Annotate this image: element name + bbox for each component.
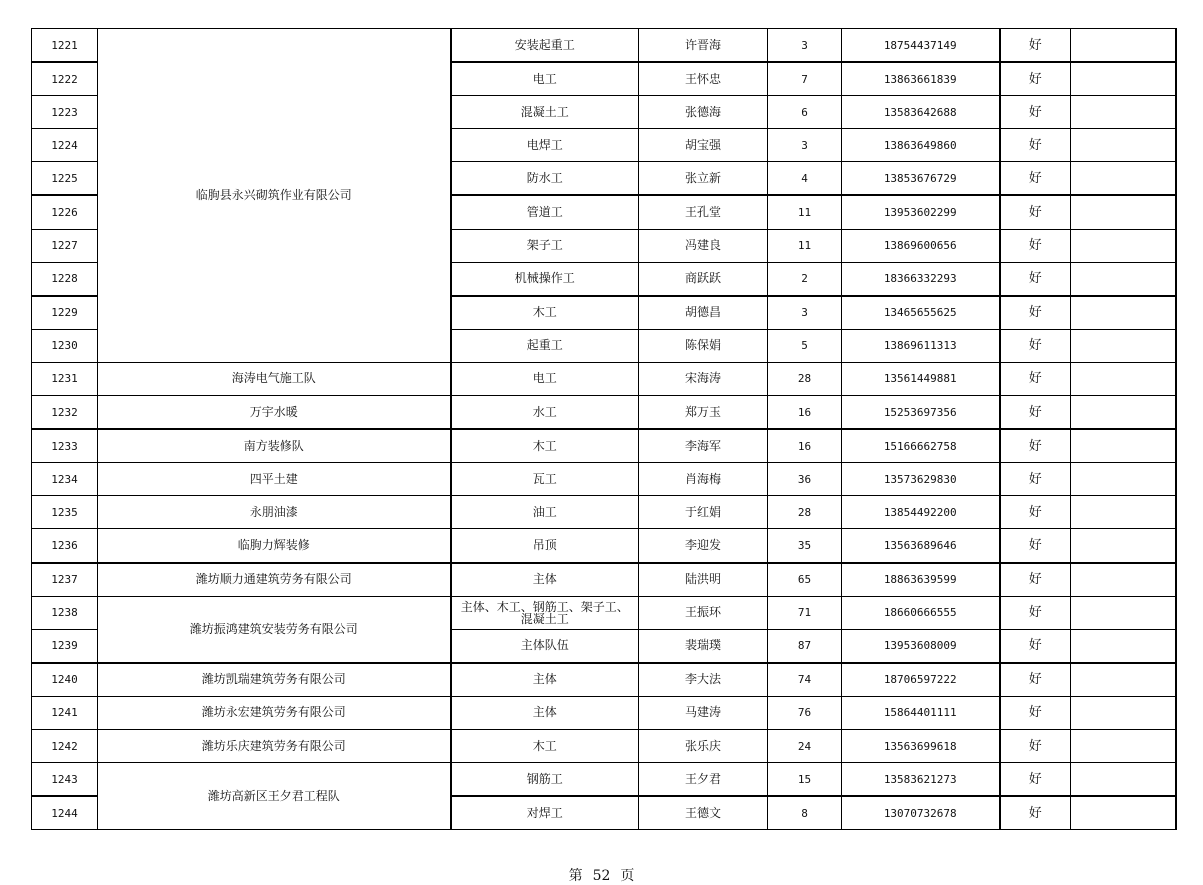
count-cell: 7 xyxy=(768,62,842,96)
row-number-cell: 1224 xyxy=(32,129,98,162)
table-row xyxy=(32,763,1176,797)
note-cell xyxy=(1071,463,1176,496)
trade-cell: 油工 xyxy=(451,496,639,529)
count-cell: 28 xyxy=(768,496,842,529)
row-number-cell: 1232 xyxy=(32,396,98,430)
note-cell xyxy=(1071,195,1176,229)
count-cell: 16 xyxy=(768,396,842,430)
phone-cell: 13561449881 xyxy=(842,362,1000,395)
row-number-cell: 1237 xyxy=(32,563,98,597)
table-row xyxy=(32,529,1176,563)
company-cell: 潍坊振鸿建筑安装劳务有限公司 xyxy=(98,596,451,663)
count-cell: 15 xyxy=(768,763,842,797)
note-cell xyxy=(1071,329,1176,362)
count-cell: 8 xyxy=(768,796,842,830)
company-cell: 海涛电气施工队 xyxy=(98,362,451,395)
row-number-cell: 1229 xyxy=(32,296,98,330)
trade-cell: 瓦工 xyxy=(451,463,639,496)
leader-cell: 王振环 xyxy=(639,596,768,629)
row-number-cell: 1240 xyxy=(32,663,98,697)
rating-cell: 好 xyxy=(1000,763,1071,797)
count-cell: 16 xyxy=(768,429,842,463)
trade-cell: 钢筋工 xyxy=(451,763,639,797)
row-number-cell: 1239 xyxy=(32,629,98,663)
row-number-cell: 1244 xyxy=(32,796,98,830)
phone-cell: 13953602299 xyxy=(842,195,1000,229)
phone-cell: 13563699618 xyxy=(842,729,1000,762)
row-number-cell: 1235 xyxy=(32,496,98,529)
trade-cell: 木工 xyxy=(451,729,639,762)
phone-cell: 13853676729 xyxy=(842,162,1000,196)
company-cell: 临朐县永兴砌筑作业有限公司 xyxy=(98,29,451,363)
count-cell: 76 xyxy=(768,696,842,729)
count-cell: 4 xyxy=(768,162,842,196)
phone-cell: 15864401111 xyxy=(842,696,1000,729)
row-number-cell: 1228 xyxy=(32,262,98,296)
rating-cell: 好 xyxy=(1000,329,1071,362)
trade-cell: 管道工 xyxy=(451,195,639,229)
rating-cell: 好 xyxy=(1000,463,1071,496)
note-cell xyxy=(1071,496,1176,529)
note-cell xyxy=(1071,129,1176,162)
leader-cell: 许晋海 xyxy=(639,29,768,63)
note-cell xyxy=(1071,696,1176,729)
trade-cell: 机械操作工 xyxy=(451,262,639,296)
note-cell xyxy=(1071,563,1176,597)
note-cell xyxy=(1071,763,1176,797)
row-number-cell: 1238 xyxy=(32,596,98,629)
phone-cell: 15166662758 xyxy=(842,429,1000,463)
page-prefix: 第 xyxy=(568,868,583,884)
row-number-cell: 1222 xyxy=(32,62,98,96)
leader-cell: 李海军 xyxy=(639,429,768,463)
table-row xyxy=(32,496,1176,529)
trade-cell: 木工 xyxy=(451,296,639,330)
rating-cell: 好 xyxy=(1000,563,1071,597)
leader-cell: 马建涛 xyxy=(639,696,768,729)
table-row xyxy=(32,463,1176,496)
page-number: 52 xyxy=(592,868,611,884)
row-number-cell: 1243 xyxy=(32,763,98,797)
rating-cell: 好 xyxy=(1000,596,1071,629)
note-cell xyxy=(1071,262,1176,296)
note-cell xyxy=(1071,596,1176,629)
rating-cell: 好 xyxy=(1000,796,1071,830)
leader-cell: 李大法 xyxy=(639,663,768,697)
leader-cell: 张立新 xyxy=(639,162,768,196)
row-number-cell: 1242 xyxy=(32,729,98,762)
leader-cell: 李迎发 xyxy=(639,529,768,563)
company-cell: 潍坊顺力通建筑劳务有限公司 xyxy=(98,563,451,597)
phone-cell: 13070732678 xyxy=(842,796,1000,830)
rating-cell: 好 xyxy=(1000,195,1071,229)
company-cell: 四平土建 xyxy=(98,463,451,496)
count-cell: 5 xyxy=(768,329,842,362)
row-number-cell: 1221 xyxy=(32,29,98,63)
leader-cell: 张德海 xyxy=(639,96,768,129)
rating-cell: 好 xyxy=(1000,696,1071,729)
leader-cell: 张乐庆 xyxy=(639,729,768,762)
phone-cell: 18754437149 xyxy=(842,29,1000,63)
leader-cell: 胡德昌 xyxy=(639,296,768,330)
row-number-cell: 1223 xyxy=(32,96,98,129)
trade-cell: 木工 xyxy=(451,429,639,463)
table-row xyxy=(32,563,1176,597)
phone-cell: 18660666555 xyxy=(842,596,1000,629)
count-cell: 3 xyxy=(768,296,842,330)
trade-cell: 混凝土工 xyxy=(451,96,639,129)
rating-cell: 好 xyxy=(1000,529,1071,563)
note-cell xyxy=(1071,62,1176,96)
count-cell: 3 xyxy=(768,129,842,162)
phone-cell: 13869600656 xyxy=(842,229,1000,262)
rating-cell: 好 xyxy=(1000,729,1071,762)
phone-cell: 18863639599 xyxy=(842,563,1000,597)
company-cell: 万宇水暖 xyxy=(98,396,451,430)
phone-cell: 18706597222 xyxy=(842,663,1000,697)
phone-cell: 13465655625 xyxy=(842,296,1000,330)
trade-cell: 主体 xyxy=(451,563,639,597)
table-row xyxy=(32,362,1176,395)
phone-cell: 13563689646 xyxy=(842,529,1000,563)
company-cell: 潍坊凯瑞建筑劳务有限公司 xyxy=(98,663,451,697)
count-cell: 35 xyxy=(768,529,842,563)
table-row xyxy=(32,429,1176,463)
note-cell xyxy=(1071,529,1176,563)
row-number-cell: 1236 xyxy=(32,529,98,563)
leader-cell: 裴瑞璞 xyxy=(639,629,768,663)
trade-cell: 主体 xyxy=(451,663,639,697)
rating-cell: 好 xyxy=(1000,362,1071,395)
row-number-cell: 1234 xyxy=(32,463,98,496)
company-cell: 潍坊乐庆建筑劳务有限公司 xyxy=(98,729,451,762)
trade-cell: 主体 xyxy=(451,696,639,729)
phone-cell: 13863649860 xyxy=(842,129,1000,162)
count-cell: 11 xyxy=(768,195,842,229)
note-cell xyxy=(1071,629,1176,663)
rating-cell: 好 xyxy=(1000,262,1071,296)
table-row xyxy=(32,596,1176,629)
phone-cell: 13869611313 xyxy=(842,329,1000,362)
count-cell: 65 xyxy=(768,563,842,597)
leader-cell: 王德文 xyxy=(639,796,768,830)
trade-cell: 防水工 xyxy=(451,162,639,196)
leader-cell: 郑万玉 xyxy=(639,396,768,430)
page-number-footer xyxy=(0,865,1203,885)
table-row xyxy=(32,696,1176,729)
row-number-cell: 1226 xyxy=(32,195,98,229)
row-number-cell: 1241 xyxy=(32,696,98,729)
leader-cell: 冯建良 xyxy=(639,229,768,262)
trade-cell: 安装起重工 xyxy=(451,29,639,63)
row-number-cell: 1225 xyxy=(32,162,98,196)
table-row xyxy=(32,29,1176,63)
count-cell: 11 xyxy=(768,229,842,262)
count-cell: 24 xyxy=(768,729,842,762)
phone-cell: 13583642688 xyxy=(842,96,1000,129)
trade-cell: 主体队伍 xyxy=(451,629,639,663)
leader-cell: 王孔堂 xyxy=(639,195,768,229)
trade-cell: 电焊工 xyxy=(451,129,639,162)
leader-cell: 于红娟 xyxy=(639,496,768,529)
row-number-cell: 1231 xyxy=(32,362,98,395)
trade-cell: 主体、木工、钢筋工、架子工、混凝土工 xyxy=(451,596,639,629)
note-cell xyxy=(1071,29,1176,63)
count-cell: 36 xyxy=(768,463,842,496)
leader-cell: 胡宝强 xyxy=(639,129,768,162)
note-cell xyxy=(1071,796,1176,830)
company-cell: 潍坊高新区王夕君工程队 xyxy=(98,763,451,830)
table-row xyxy=(32,663,1176,697)
trade-cell: 架子工 xyxy=(451,229,639,262)
note-cell xyxy=(1071,296,1176,330)
phone-cell: 13863661839 xyxy=(842,62,1000,96)
note-cell xyxy=(1071,362,1176,395)
rating-cell: 好 xyxy=(1000,629,1071,663)
leader-cell: 宋海涛 xyxy=(639,362,768,395)
leader-cell: 王怀忠 xyxy=(639,62,768,96)
company-cell: 永朋油漆 xyxy=(98,496,451,529)
trade-cell: 对焊工 xyxy=(451,796,639,830)
leader-cell: 商跃跃 xyxy=(639,262,768,296)
count-cell: 6 xyxy=(768,96,842,129)
count-cell: 87 xyxy=(768,629,842,663)
table-row xyxy=(32,396,1176,430)
phone-cell: 18366332293 xyxy=(842,262,1000,296)
leader-cell: 肖海梅 xyxy=(639,463,768,496)
count-cell: 2 xyxy=(768,262,842,296)
note-cell xyxy=(1071,729,1176,762)
rating-cell: 好 xyxy=(1000,429,1071,463)
trade-cell: 电工 xyxy=(451,362,639,395)
leader-cell: 王夕君 xyxy=(639,763,768,797)
note-cell xyxy=(1071,396,1176,430)
count-cell: 3 xyxy=(768,29,842,63)
trade-cell: 吊顶 xyxy=(451,529,639,563)
note-cell xyxy=(1071,429,1176,463)
trade-cell: 电工 xyxy=(451,62,639,96)
row-number-cell: 1233 xyxy=(32,429,98,463)
company-cell: 南方装修队 xyxy=(98,429,451,463)
note-cell xyxy=(1071,663,1176,697)
rating-cell: 好 xyxy=(1000,396,1071,430)
phone-cell: 15253697356 xyxy=(842,396,1000,430)
count-cell: 71 xyxy=(768,596,842,629)
trade-cell: 水工 xyxy=(451,396,639,430)
row-number-cell: 1230 xyxy=(32,329,98,362)
phone-cell: 13854492200 xyxy=(842,496,1000,529)
phone-cell: 13953608009 xyxy=(842,629,1000,663)
note-cell xyxy=(1071,162,1176,196)
trade-cell: 起重工 xyxy=(451,329,639,362)
rating-cell: 好 xyxy=(1000,229,1071,262)
rating-cell: 好 xyxy=(1000,96,1071,129)
company-cell: 潍坊永宏建筑劳务有限公司 xyxy=(98,696,451,729)
page-suffix: 页 xyxy=(620,868,635,884)
rating-cell: 好 xyxy=(1000,129,1071,162)
leader-cell: 陆洪明 xyxy=(639,563,768,597)
table-row xyxy=(32,729,1176,762)
count-cell: 74 xyxy=(768,663,842,697)
note-cell xyxy=(1071,229,1176,262)
contractor-roster-table xyxy=(31,28,1177,830)
rating-cell: 好 xyxy=(1000,296,1071,330)
rating-cell: 好 xyxy=(1000,496,1071,529)
rating-cell: 好 xyxy=(1000,663,1071,697)
leader-cell: 陈保娟 xyxy=(639,329,768,362)
phone-cell: 13583621273 xyxy=(842,763,1000,797)
row-number-cell: 1227 xyxy=(32,229,98,262)
rating-cell: 好 xyxy=(1000,162,1071,196)
phone-cell: 13573629830 xyxy=(842,463,1000,496)
note-cell xyxy=(1071,96,1176,129)
rating-cell: 好 xyxy=(1000,62,1071,96)
company-cell: 临朐力辉装修 xyxy=(98,529,451,563)
rating-cell: 好 xyxy=(1000,29,1071,63)
count-cell: 28 xyxy=(768,362,842,395)
